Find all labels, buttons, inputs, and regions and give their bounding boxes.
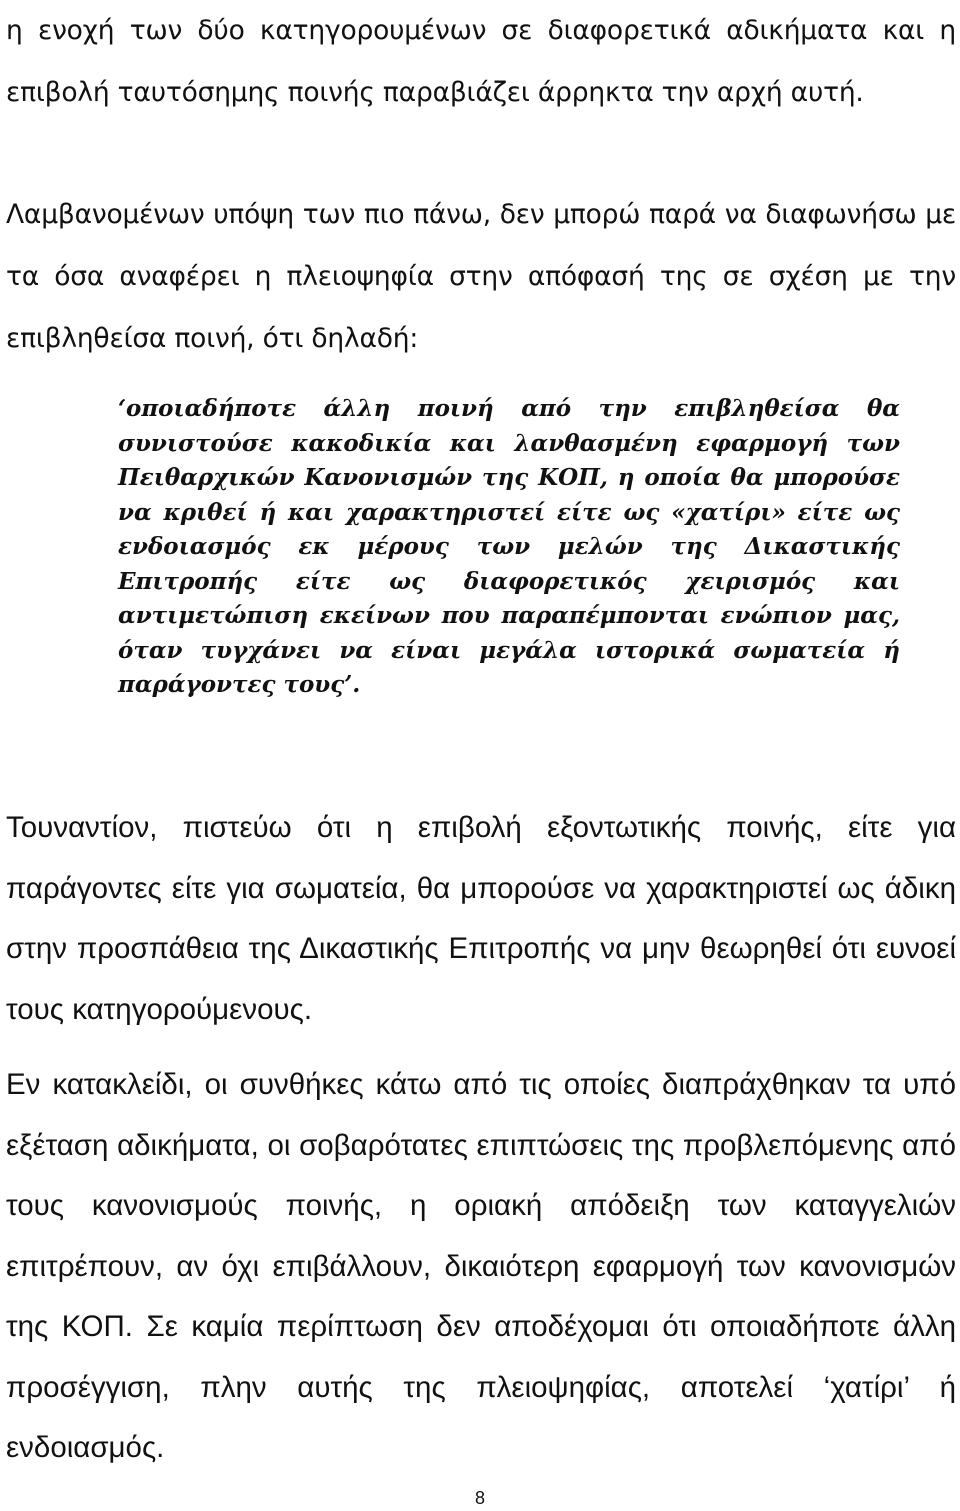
paragraph-continuation: η ενοχή των δύο κατηγορουμένων σε διαφορετικά αδικήματα και η επιβολή ταυτόσημης ποινής παραβιάζει άρρηκτα την αρχή αυτή. [6,15,956,108]
page-number: 8 [474,1488,485,1508]
paragraph-contrary-view: Τουναντίον, πιστεύω ότι η επιβολή εξοντωτικής ποινής, είτε για παράγοντες είτε για σωματεία, θα μπορούσε να χαρακτηριστεί ως άδικη στην προσπάθεια της Δικαστικής Επιτροπής να μην θεωρηθεί ότι ευνοεί τους κατηγορούμενους. [6,811,956,1026]
quoted-majority-opinion: ‘οποιαδήποτε άλλη ποινή από την επιβληθείσα θα συνιστούσε κακοδικία και λανθασμένη εφαρμογή των Πειθαρχικών Κανονισμών της ΚΟΠ, η οποία θα μπορούσε να κριθεί ή και χαρακτηριστεί είτε ως «χατίρι» είτε ως ενδοιασμός εκ μέρους των μελών της Δικαστικής Επιτροπής είτε ως διαφορετικός χειρισμός και αντιμετώπιση εκείνων που παραπέμπονται ενώπιον μας, όταν τυγχάνει να είναι μεγάλα ιστορικά σωματεία ή παράγοντες τους’. [118,395,900,698]
paragraph-disagreement: Λαμβανομένων υπόψη των πιο πάνω, δεν μπορώ παρά να διαφωνήσω με τα όσα αναφέρει η πλειοψηφία στην απόφασή της σε σχέση με την επιβληθείσα ποινή, ότι δηλαδή: [6,199,956,354]
paragraph-conclusion: Εν κατακλείδι, οι συνθήκες κάτω από τις οποίες διαπράχθηκαν τα υπό εξέταση αδικήματα, οι σοβαρότατες επιπτώσεις της προβλεπόμενης από τους κανονισμούς ποινής, η οριακή απόδειξη των καταγγελιών επιτρέπουν, αν όχι επιβάλλουν, δικαιότερη εφαρμογή των κανονισμών της ΚΟΠ. Σε καμία περίπτωση δεν αποδέχομαι ότι οποιαδήποτε άλλη προσέγγιση, πλην αυτής της πλειοψηφίας, αποτελεί ‘χατίρι’ ή ενδοιασμός. [6,1068,956,1464]
